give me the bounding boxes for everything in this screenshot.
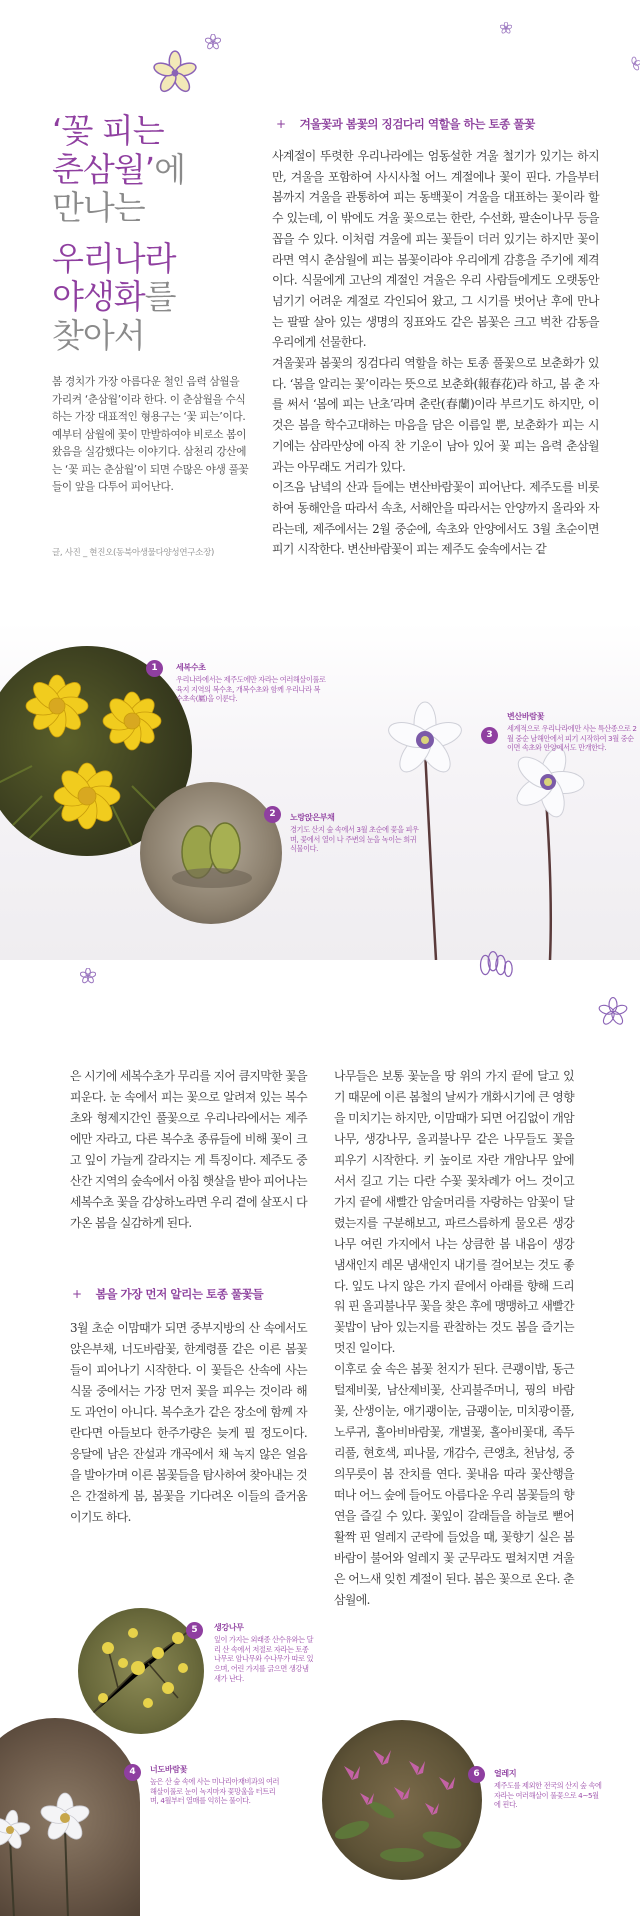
body-paragraph: 나무들은 보통 꽃눈을 땅 위의 가지 끝에 달고 있기 때문에 이른 봄철의 날씨가 개화시기에 큰 영향을 미치기는 하지만, 이맘때가 되면 어김없이 개암나무, 생강나무, 올괴불나무 같은 나무들도 꽃을 피우기 시작한다. 키 높이로 자란 개암나무 앞에 서서 길고 기는 다란 수꽃 꽃차례가 어느 것이고 가지 끝에 새빨간 암술머리를 자랑하는 암꽃이 달렸는지를 구분해보고, 파르스름하게 물오른 생강나무 여린 가지에서 나는 상큼한 봄 내음이 생강 냄새인지 레몬 냄새인지 내기를 걸어보는 것도 좋다. 잎도 나지 않은 가지 끝에서 아래를 향해 드리워 핀 올괴불나무 꽃을 찾은 후에 맹맹하고 새빨간 꽃밥이 남아 있는지를 관찰하는 것도 봄을 즐기는 멋진 일이다. xyxy=(334,1069,574,1356)
photo-caption xyxy=(507,711,637,753)
author-credit: 글, 사진 _ 현진오(동북아생물다양성연구소장) xyxy=(52,548,214,558)
photo-saenggang-namu xyxy=(78,1608,204,1734)
photo-number-badge: 3 xyxy=(481,727,498,744)
photo-caption xyxy=(150,1764,280,1806)
plus-icon: + xyxy=(72,1287,82,1301)
body-paragraph: 은 시기에 세복수초가 무리를 지어 큼지막한 꽃을 피운다. 눈 속에서 피는 꽃으로 알려져 있는 복수초와 형제지간인 풀꽃으로 우리나라에서는 제주에만 자라고, 다른 복수초 종류들에 비해 꽃이 크고 잎이 가늘게 갈라지는 게 특징이다. 제주도 중산간 지역의 숲속에서 아침 햇살을 받아 피어나는 세복수초 꽃을 감상하노라면 우리 곁에 살포시 다가온 봄을 실감하게 된다. xyxy=(70,1069,307,1230)
body-paragraph: 3월 초순 이맘때가 되면 중부지방의 산 속에서도 앉은부채, 너도바람꽃, 한계령풀 같은 이른 봄꽃들이 피어나기 시작한다. 이 꽃들은 산속에 사는 식물 중에서는 가장 먼저 꽃을 피우는 것이라 해도 과언이 아니다. 복수초가 같은 장소에 함께 자란다면 아들보다 한주가량은 늦게 필 정도이다. 응달에 남은 잔설과 개곡에서 채 녹지 않은 얼음을 발아가며 이른 봄꽃들을 탐사하여 찾아내는 것은 간절하게 봄, 봄꽃을 기다려온 이들의 즐거움이기도 하다. xyxy=(70,1321,307,1524)
photo-number-badge: 5 xyxy=(186,1622,203,1639)
title-line: 찾아서 xyxy=(52,316,145,356)
photo-number-badge: 6 xyxy=(468,1766,485,1783)
title-line: ‘꽃 피는 xyxy=(52,111,164,150)
body-paragraph: 겨울꽃과 봄꽃의 징검다리 역할을 하는 토종 풀꽃으로 보춘화가 있다. ‘봄을 알리는 꽃’이라는 뜻으로 보춘화(報春花)라 하고, 봄 춘 자를 써서 ‘봄에 피는 난초’라며 춘란(春蘭)이라 부르기도 하지만, 이것은 봄을 학수고대하는 마음을 담은 이름일 뿐, 보춘화가 피는 시기에는 삼라만상에 아직 찬 기운이 남아 있어 꽃 피는 음력 춘삼월과는 아무래도 거리가 있다. xyxy=(272,356,599,474)
photo-eolleji xyxy=(322,1720,482,1880)
section-heading-text: 봄을 가장 먼저 알리는 토종 풀꽃들 xyxy=(95,1287,264,1301)
photo-neodo-baramkkot xyxy=(0,1718,140,1916)
intro-paragraph: 봄 경치가 가장 아름다운 철인 음력 삼월을 가리켜 ‘춘삼월’이라 한다. 이 춘삼월을 수식하는 가장 대표적인 형용구는 ‘꽃 피는’이다. 예부터 삼월에 꽃이 만발하여야 비로소 봄이 왔음을 실감했다는 이야기다. 삼천리 강산에는 ‘꽃 피는 춘삼월’이 되면 수많은 야생 풀꽃들이 앞을 다투어 피어난다. xyxy=(52,376,249,494)
caption-title: 변산바람꽃 xyxy=(507,712,545,721)
flower-ornament-icon xyxy=(152,50,198,96)
title-line: 만나는 xyxy=(52,188,145,228)
flower-ornament-icon xyxy=(597,996,629,1028)
photo-norang-anjeun-buchae xyxy=(140,782,282,924)
photo-caption xyxy=(214,1622,314,1684)
body-paragraph: 사계절이 뚜렷한 우리나라에는 엄동설한 겨울 철기가 있기는 하지만, 겨울을 포함하여 사시사철 어느 계절에나 꽃이 핀다. 가을부터 봄까지 겨울을 관통하여 피는 동백꽃이 겨울을 대표하는 꽃이라 할 수 있는데, 이 밖에도 겨울 꽃으로는 한란, 수선화, 팔손이나무 등을 꼽을 수 있다. 이처럼 겨울에 피는 꽃들이 더러 있기는 하지만 꽃이라면 역시 춘삼월에 피는 봄꽃이라야 우리에게 감흥을 주기에 제격이다. 식물에게 고난의 계절인 겨울은 우리 사람들에게도 오랫동안 넘기기 어려운 계절로 각인되어 왔고, 그 시기를 벗어난 후에 만나는 팔팔 살아 있는 생명의 징표와도 같은 봄꽃은 크고 벅찬 감동을 우리에게 선물한다. xyxy=(272,149,599,350)
body-column xyxy=(334,1066,574,1611)
caption-text: 높은 산 숲 속에 사는 미나리아재비과의 여러해살이풀로 눈이 녹지마자 꽃망울을 터트리며, 4월부터 열매를 익히는 풀이다. xyxy=(150,1777,280,1806)
section-heading-text: 겨울꽃과 봄꽃의 징검다리 역할을 하는 토종 풀꽃 xyxy=(299,117,535,131)
section-heading xyxy=(72,1286,312,1302)
caption-text: 우리나라에서는 제주도에만 자라는 여러해살이풀로 육지 지역의 복수초, 개복수초와 함께 우리나라 복수초속(屬)을 이룬다. xyxy=(176,675,326,704)
caption-text: 경기도 산지 숲 속에서 3월 초순에 꽃을 피우며, 꽃에서 열이 나 주변의 눈을 녹이는 희귀식물이다. xyxy=(290,825,419,854)
title-line: 야생화 xyxy=(52,277,145,317)
caption-text: 잎이 가지는 외래종 산수유와는 달리 산 속에서 저절로 자라는 토종 나무로 암나무와 수나무가 따로 있으며, 어린 가지를 긁으면 생강냄새가 난다. xyxy=(214,1635,314,1683)
caption-title: 세복수초 xyxy=(176,663,206,672)
photo-caption xyxy=(494,1768,604,1810)
photo-caption xyxy=(176,662,326,704)
title-line-suffix: 를 xyxy=(144,277,176,317)
small-flower-icon xyxy=(205,34,221,50)
flower-ornament-icon xyxy=(470,950,516,980)
photo-number-badge: 2 xyxy=(264,806,281,823)
title-line: 우리나라 xyxy=(52,238,176,278)
caption-title: 얼레지 xyxy=(494,1769,517,1778)
small-flower-icon xyxy=(500,22,512,34)
body-paragraph: 이후로 숲 속은 봄꽃 천지가 된다. 큰괭이밥, 동근털제비꽃, 남산제비꽃, 산괴불주머니, 꿩의 바람꽃, 산생이눈, 애기괭이눈, 금괭이눈, 미치광이풀, 노루귀, 홀아비바람꽃, 개별꽃, 홀아비꽃대, 족두리풀, 현호색, 피나물, 개감수, 큰앵초, 천남성, 중의무릇이 봄 잔치를 연다. 꽃내음 따라 꽃산행을 떠나 어느 숲에 들어도 아름다운 우리 봄꽃들의 향연을 즐길 수 있다. 꽃잎이 갈래들을 하늘로 뻗어 활짝 핀 얼레지 군락에 들었을 때, 꽃향기 실은 봄바람이 불어와 얼레지 꽃 군무라도 펼쳐지면 겨울은 어느새 잊힌 계절이 된다. 봄은 꽃으로 온다. 춘삼월에. xyxy=(334,1362,574,1607)
caption-title: 너도바람꽃 xyxy=(150,1765,188,1774)
photo-number-badge: 1 xyxy=(146,660,163,677)
title-line: 춘삼월’ xyxy=(52,149,155,189)
caption-title: 생강나무 xyxy=(214,1623,244,1632)
body-paragraph: 이즈음 남녘의 산과 들에는 변산바람꽃이 피어난다. 제주도를 비롯하여 동해안을 따라서 속초, 서해안을 따라서는 안양까지 올라와 자라는데, 제주에서는 2월 중순에, 속초와 안양에서도 3월 초순이면 피기 시작한다. 변산바람꽃이 피는 제주도 숲속에서는 같 xyxy=(272,480,599,557)
title-line-suffix: 에 xyxy=(154,149,186,189)
caption-text: 제주도를 제외한 전국의 산지 숲 속에 자라는 여러해살이 풀꽃으로 4~5월에 핀다. xyxy=(494,1781,602,1810)
article-title xyxy=(52,112,262,356)
small-flower-icon xyxy=(80,968,96,984)
photo-number-badge: 4 xyxy=(124,1764,141,1781)
small-flower-icon xyxy=(627,54,640,74)
body-column xyxy=(272,146,599,560)
caption-title: 노랑앉은부채 xyxy=(290,813,335,822)
section-heading xyxy=(276,116,596,132)
plus-icon: + xyxy=(276,117,286,131)
caption-text: 세계적으로 우리나라에만 사는 특산종으로 2월 중순 남해안에서 피기 시작하여 3월 중순이면 속초와 안양에서도 만개한다. xyxy=(507,724,637,753)
